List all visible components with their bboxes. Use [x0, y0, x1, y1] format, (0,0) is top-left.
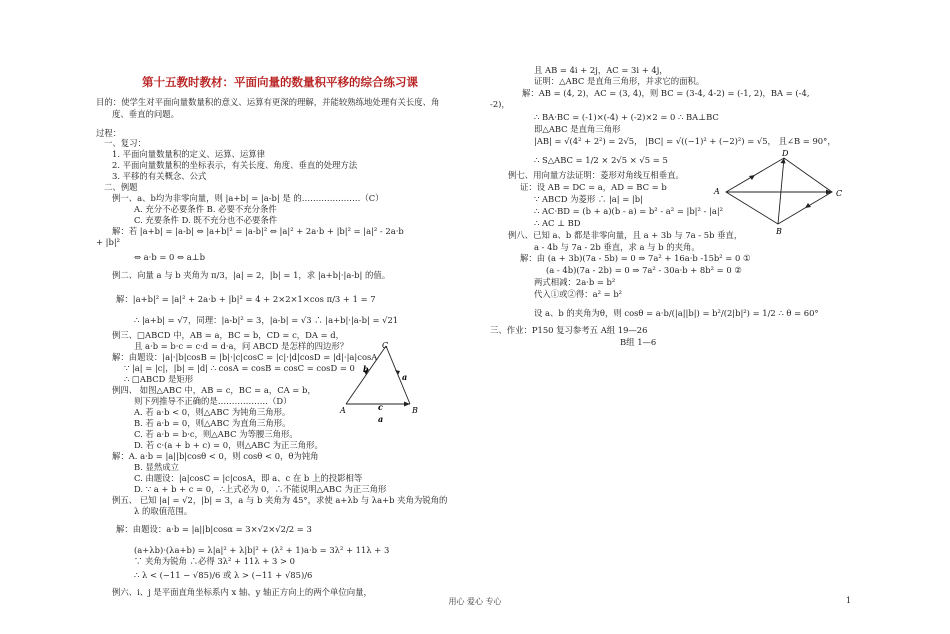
left-text-line: ∴ λ < (−11 − √85)/6 或 λ > (−11 + √85)/6 — [134, 570, 313, 580]
left-text-line: C. 充要条件 D. 既不充分也不必要条件 — [134, 215, 278, 225]
right-text-line: a - 4b 与 7a - 2b 垂直，求 a 与 b 的夹角。 — [534, 242, 700, 252]
left-text-line: 一、复习： — [104, 138, 146, 148]
right-text-line: ∴ AC ⊥ BD — [534, 218, 581, 228]
left-text-line: 二、例题 — [104, 182, 138, 192]
left-text-line: + |b|² — [96, 237, 121, 247]
right-text-line: -2)， — [490, 99, 510, 109]
left-text-line: 解：由题设：|a|·|b|cosB = |b|·|c|cosC = |c|·|d|cosD = |d|·|a|cosA — [112, 352, 378, 362]
left-text-line: 解：A. a·b = |a||b|cosθ < 0，则 cosθ < 0，θ为钝角 — [112, 451, 319, 461]
left-text-line: 例三、□ABCD 中，AB = a，BC = b，CD = c，DA = d， — [112, 330, 345, 340]
right-text-line: 解：AB = (4, 2)，AC = (3, 4)，则 BC = (3-4, 4-2) = (-1, 2)，BA = (-4, — [522, 88, 810, 98]
left-text-line: C. 若 a·b = b·c，则△ABC 为等腰三角形。 — [134, 429, 298, 439]
right-text-line: 例七、用向量方法证明：菱形对角线互相垂直。 — [508, 170, 684, 180]
right-text-line: |AB| = √(4² + 2²) = 2√5， |BC| = √((−1)² + (−2)²) = √5， 且∠B = 90°， — [534, 136, 836, 146]
side-label-c: c — [378, 402, 383, 412]
side-label-a-bottom: a — [378, 414, 384, 424]
page-number: 1 — [846, 596, 852, 605]
left-text-line: 则下列推导不正确的是………………（D） — [134, 396, 292, 406]
left-text-line: ∵ 夹角为锐角 ∴必得 3λ² + 11λ + 3 > 0 — [134, 556, 296, 566]
right-text-line: 代入①或②得：a² = b² — [534, 289, 623, 299]
right-text-line: ∵ ABCD 为菱形 ∴ |a| = |b| — [534, 194, 643, 204]
left-text-line: C. 由题设：|a|cosC = |c|cosA，即 a、c 在 b 上的投影相等 — [134, 473, 363, 483]
left-text-line: 例六、i、j 是平面直角坐标系内 x 轴、y 轴正方向上的两个单位向量， — [112, 587, 372, 597]
vertex-label-A: A — [714, 187, 720, 196]
right-text-line: B组 1—6 — [620, 337, 657, 347]
right-text-line: 设 a、b 的夹角为θ，则 cosθ = a·b/(|a||b|) = b²/(2|b|²) = 1/2 ∴ θ = 60° — [534, 308, 819, 318]
right-text-line: ∴ S△ABC = 1/2 × 2√5 × √5 = 5 — [534, 155, 668, 165]
right-text-line: 例八、已知 a、b 都是非零向量，且 a + 3b 与 7a - 5b 垂直， — [508, 230, 743, 240]
left-text-line: 3. 平移的有关概念、公式 — [112, 171, 207, 181]
vertex-label-B: B — [412, 406, 418, 415]
left-text-line: ∵ |a| = |c|，|b| = |d| ∴ cosA = cosB = cosC = cosD = 0 — [124, 363, 355, 373]
left-text-line: B. 显然成立 — [134, 462, 179, 472]
left-text-line: A. 若 a·b < 0，则△ABC 为钝角三角形。 — [134, 407, 291, 417]
left-text-line: 1. 平面向量数量积的定义、运算、运算律 — [112, 149, 266, 159]
left-text-line: ⇔ a·b = 0 ⇔ a⊥b — [134, 252, 205, 262]
left-text-line: 2. 平面向量数量积的坐标表示，有关长度、角度、垂直的处理方法 — [112, 160, 358, 170]
right-text-line: 证明：△ABC 是直角三角形，并求它的面积。 — [534, 76, 705, 86]
vertex-label-B: B — [776, 227, 782, 236]
left-text-line: 目的：使学生对平面向量数量积的意义、运算有更深的理解，并能较熟练地处理有关长度、角 — [96, 97, 440, 107]
right-text-line: ∴ BA·BC = (-1)×(-4) + (-2)×2 = 0 ∴ BA⊥BC — [534, 112, 719, 122]
left-text-line: 且 a·b = b·c = c·d = d·a，问 ABCD 是怎样的四边形？ — [134, 341, 349, 351]
diagonal-BD — [778, 158, 784, 224]
left-text-line: 例四、 如图△ABC 中，AB = c，BC = a，CA = b， — [112, 385, 316, 395]
left-text-line: D. ∵ a + b + c = 0，∴上式必为 0，∴不能说明△ABC 为正三角形 — [134, 484, 387, 494]
left-text-line: B. 若 a·b = 0，则△ABC 为直角三角形。 — [134, 418, 291, 428]
page-footer: 用心 爱心 专心 — [448, 597, 502, 606]
right-text-line: 即△ABC 是直角三角形 — [534, 124, 621, 134]
right-text-line: 证：设 AB = DC = a，AD = BC = b — [520, 182, 667, 192]
left-text-line: 过程： — [96, 128, 122, 138]
vertex-label-A: A — [340, 406, 346, 415]
left-text-line: 例一、a、b均为非零向量，则 |a+b| = |a-b| 是 的…………………（C） — [112, 193, 384, 203]
vertex-label-C: C — [382, 341, 389, 350]
left-text-line: 例五、 已知 |a| = √2，|b| = 3，a 与 b 夹角为 45°，求使 a+λb 与 λa+b 夹角为锐角的 — [112, 495, 448, 505]
left-text-line: 例二、向量 a 与 b 夹角为 π/3，|a| = 2，|b| = 1，求 |a+b|·|a-b| 的值。 — [112, 270, 391, 280]
page-title: 第十五教时教材：平面向量的数量积平移的综合练习课 — [142, 75, 418, 89]
right-text-line: 三、作业：P150 复习参考五 A组 19—26 — [490, 325, 648, 335]
left-text-line: D. 若 c·(a + b + c) = 0，则△ABC 为正三角形。 — [134, 440, 323, 450]
right-text-line: ∴ AC·BD = (b + a)(b - a) = b² - a² = |b|² - |a|² — [534, 206, 724, 216]
left-text-line: A. 充分不必要条件 B. 必要不充分条件 — [134, 204, 277, 214]
right-text-line: 解：由 (a + 3b)(7a - 5b) = 0 ⇒ 7a² + 16a·b -15b² = 0 ① — [520, 253, 751, 263]
right-text-line: 且 AB = 4i + 2j，AC = 3i + 4j， — [534, 65, 668, 75]
left-text-line: λ 的取值范围。 — [134, 506, 193, 516]
left-text-line: (a+λb)·(λa+b) = λ|a|² + λ|b|² + (λ² + 1)a·b = 3λ² + 11λ + 3 — [134, 545, 390, 555]
triangle-figure — [338, 340, 428, 430]
right-text-line: 两式相减：2a·b = b² — [534, 277, 616, 287]
side-label-b: b — [363, 364, 369, 374]
left-text-line: 解：|a+b|² = |a|² + 2a·b + |b|² = 4 + 2×2×1×cos π/3 + 1 = 7 — [116, 294, 376, 304]
vertex-label-C: C — [836, 189, 843, 198]
rhombus-figure — [708, 148, 848, 238]
left-text-line: 解：由题设：a·b = |a||b|cosα = 3×√2×√2/2 = 3 — [116, 524, 312, 534]
side-label-a: a — [402, 372, 408, 382]
right-text-line: (a - 4b)(7a - 2b) = 0 ⇒ 7a² - 30a·b + 8b² = 0 ② — [546, 265, 742, 275]
left-text-line: ∴ |a+b| = √7，同理：|a-b|² = 3，|a-b| = √3 ∴ |a+b|·|a-b| = √21 — [134, 315, 399, 325]
vertex-label-D: D — [782, 149, 789, 158]
left-text-line: 解：若 |a+b| = |a-b| ⇔ |a+b|² = |a-b|² ⇔ |a|² + 2a·b + |b|² = |a|² - 2a·b — [112, 226, 404, 236]
left-text-line: ∴ □ABCD 是矩形 — [124, 374, 194, 384]
left-text-line: 度、垂直的问题。 — [112, 109, 179, 119]
